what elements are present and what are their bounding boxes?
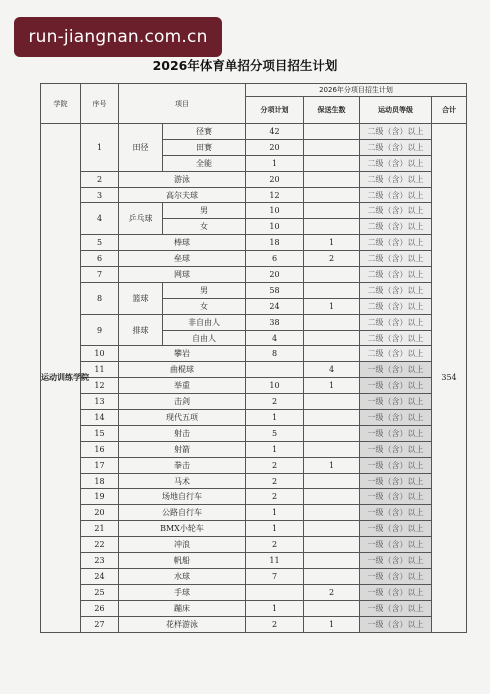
seq-cell: 5 — [81, 235, 119, 251]
sub-event-cell: 全能 — [163, 155, 246, 171]
table-row — [41, 568, 467, 584]
quota-cell: 2 — [246, 616, 304, 632]
table-row — [41, 441, 467, 457]
quota-cell: 2 — [246, 537, 304, 553]
seq-cell: 19 — [81, 489, 119, 505]
seq-cell: 1 — [81, 124, 119, 172]
guarantee-cell — [304, 314, 360, 330]
level-cell: 二级（含）以上 — [360, 314, 432, 330]
seq-cell: 25 — [81, 584, 119, 600]
seq-cell: 27 — [81, 616, 119, 632]
sport-cell: 帆船 — [119, 553, 246, 569]
seq-cell: 24 — [81, 568, 119, 584]
guarantee-cell — [304, 410, 360, 426]
department-cell: 运动训练学院 — [41, 124, 81, 633]
guarantee-cell — [304, 203, 360, 219]
header-level: 运动员等级 — [360, 97, 432, 124]
quota-cell: 38 — [246, 314, 304, 330]
seq-cell: 8 — [81, 282, 119, 314]
table-row — [41, 616, 467, 632]
header-seq: 序号 — [81, 84, 119, 124]
guarantee-cell: 1 — [304, 616, 360, 632]
quota-cell: 20 — [246, 171, 304, 187]
sport-cell: 射箭 — [119, 441, 246, 457]
quota-cell: 8 — [246, 346, 304, 362]
quota-cell: 10 — [246, 378, 304, 394]
sport-cell: 攀岩 — [119, 346, 246, 362]
sport-cell: 公路自行车 — [119, 505, 246, 521]
level-cell: 一级（含）以上 — [360, 410, 432, 426]
seq-cell: 17 — [81, 457, 119, 473]
quota-cell: 7 — [246, 568, 304, 584]
table-row — [41, 521, 467, 537]
level-cell: 一级（含）以上 — [360, 568, 432, 584]
level-cell: 二级（含）以上 — [360, 187, 432, 203]
table-row — [41, 394, 467, 410]
sub-event-cell: 女 — [163, 298, 246, 314]
quota-cell: 1 — [246, 600, 304, 616]
level-cell: 一级（含）以上 — [360, 537, 432, 553]
guarantee-cell — [304, 394, 360, 410]
quota-cell — [246, 584, 304, 600]
table-row — [41, 410, 467, 426]
sport-cell: 田径 — [119, 124, 163, 172]
quota-cell: 5 — [246, 425, 304, 441]
guarantee-cell — [304, 187, 360, 203]
quota-cell: 2 — [246, 473, 304, 489]
table-row — [41, 537, 467, 553]
level-cell: 一级（含）以上 — [360, 473, 432, 489]
table-row — [41, 378, 467, 394]
sub-event-cell: 男 — [163, 203, 246, 219]
level-cell: 一级（含）以上 — [360, 457, 432, 473]
level-cell: 二级（含）以上 — [360, 298, 432, 314]
level-cell: 二级（含）以上 — [360, 124, 432, 140]
level-cell: 一级（含）以上 — [360, 616, 432, 632]
sport-cell: 曲棍球 — [119, 362, 246, 378]
guarantee-cell: 4 — [304, 362, 360, 378]
header-total: 合计 — [432, 97, 467, 124]
level-cell: 二级（含）以上 — [360, 330, 432, 346]
level-cell: 二级（含）以上 — [360, 155, 432, 171]
table-row — [41, 314, 467, 330]
quota-cell: 24 — [246, 298, 304, 314]
guarantee-cell: 1 — [304, 378, 360, 394]
seq-cell: 6 — [81, 251, 119, 267]
sport-cell: 排球 — [119, 314, 163, 346]
table-row — [41, 346, 467, 362]
guarantee-cell — [304, 155, 360, 171]
enrollment-plan-table — [40, 83, 467, 633]
quota-cell: 2 — [246, 394, 304, 410]
sub-event-cell: 男 — [163, 282, 246, 298]
sport-cell: 游泳 — [119, 171, 246, 187]
guarantee-cell — [304, 267, 360, 283]
level-cell: 一级（含）以上 — [360, 362, 432, 378]
quota-cell: 1 — [246, 441, 304, 457]
sport-cell: 花样游泳 — [119, 616, 246, 632]
table-row — [41, 362, 467, 378]
guarantee-cell — [304, 330, 360, 346]
quota-cell: 1 — [246, 155, 304, 171]
quota-cell: 12 — [246, 187, 304, 203]
table-row — [41, 473, 467, 489]
guarantee-cell — [304, 139, 360, 155]
sub-event-cell: 女 — [163, 219, 246, 235]
level-cell: 二级（含）以上 — [360, 282, 432, 298]
sub-event-cell: 非自由人 — [163, 314, 246, 330]
table-row — [41, 489, 467, 505]
quota-cell: 1 — [246, 505, 304, 521]
guarantee-cell — [304, 124, 360, 140]
quota-cell: 1 — [246, 410, 304, 426]
guarantee-cell — [304, 568, 360, 584]
table-row — [41, 124, 467, 140]
table-row — [41, 187, 467, 203]
sub-event-cell: 田赛 — [163, 139, 246, 155]
sport-cell: 垒球 — [119, 251, 246, 267]
seq-cell: 26 — [81, 600, 119, 616]
sub-event-cell: 径赛 — [163, 124, 246, 140]
quota-cell: 10 — [246, 219, 304, 235]
guarantee-cell — [304, 521, 360, 537]
table-row — [41, 425, 467, 441]
seq-cell: 18 — [81, 473, 119, 489]
quota-cell: 11 — [246, 553, 304, 569]
guarantee-cell — [304, 171, 360, 187]
guarantee-cell: 1 — [304, 235, 360, 251]
level-cell: 一级（含）以上 — [360, 489, 432, 505]
sub-event-cell: 自由人 — [163, 330, 246, 346]
seq-cell: 15 — [81, 425, 119, 441]
sport-cell: 篮球 — [119, 282, 163, 314]
quota-cell: 10 — [246, 203, 304, 219]
header-project: 项目 — [119, 84, 246, 124]
seq-cell: 23 — [81, 553, 119, 569]
header-guarantee: 保送生数 — [304, 97, 360, 124]
quota-cell: 20 — [246, 139, 304, 155]
table-row — [41, 457, 467, 473]
level-cell: 一级（含）以上 — [360, 584, 432, 600]
level-cell: 一级（含）以上 — [360, 553, 432, 569]
header-college: 学院 — [41, 84, 81, 124]
level-cell: 一级（含）以上 — [360, 394, 432, 410]
seq-cell: 9 — [81, 314, 119, 346]
seq-cell: 12 — [81, 378, 119, 394]
guarantee-cell — [304, 553, 360, 569]
table-row — [41, 203, 467, 219]
sport-cell: 射击 — [119, 425, 246, 441]
sport-cell: 马术 — [119, 473, 246, 489]
level-cell: 二级（含）以上 — [360, 139, 432, 155]
level-cell: 一级（含）以上 — [360, 425, 432, 441]
guarantee-cell: 2 — [304, 584, 360, 600]
level-cell: 二级（含）以上 — [360, 267, 432, 283]
header-plan-group: 2026年分项目招生计划 — [246, 84, 467, 97]
guarantee-cell — [304, 441, 360, 457]
level-cell: 一级（含）以上 — [360, 521, 432, 537]
seq-cell: 21 — [81, 521, 119, 537]
total-cell: 354 — [432, 124, 467, 633]
seq-cell: 4 — [81, 203, 119, 235]
sport-cell: 棒球 — [119, 235, 246, 251]
header-quota: 分项计划 — [246, 97, 304, 124]
quota-cell: 1 — [246, 521, 304, 537]
guarantee-cell: 1 — [304, 298, 360, 314]
table-row — [41, 505, 467, 521]
guarantee-cell — [304, 473, 360, 489]
level-cell: 二级（含）以上 — [360, 251, 432, 267]
sport-cell: 举重 — [119, 378, 246, 394]
quota-cell: 2 — [246, 457, 304, 473]
level-cell: 二级（含）以上 — [360, 203, 432, 219]
document-title: 2026年体育单招分项目招生计划 — [152, 58, 338, 73]
level-cell: 二级（含）以上 — [360, 171, 432, 187]
seq-cell: 11 — [81, 362, 119, 378]
guarantee-cell — [304, 282, 360, 298]
seq-cell: 20 — [81, 505, 119, 521]
seq-cell: 2 — [81, 171, 119, 187]
table-row — [41, 553, 467, 569]
sport-cell: 蹦床 — [119, 600, 246, 616]
guarantee-cell — [304, 505, 360, 521]
seq-cell: 13 — [81, 394, 119, 410]
seq-cell: 16 — [81, 441, 119, 457]
table-row — [41, 235, 467, 251]
level-cell: 二级（含）以上 — [360, 219, 432, 235]
guarantee-cell — [304, 489, 360, 505]
seq-cell: 3 — [81, 187, 119, 203]
sport-cell: 现代五项 — [119, 410, 246, 426]
quota-cell — [246, 362, 304, 378]
quota-cell: 4 — [246, 330, 304, 346]
sport-cell: 冲浪 — [119, 537, 246, 553]
guarantee-cell — [304, 537, 360, 553]
seq-cell: 22 — [81, 537, 119, 553]
table-row — [41, 251, 467, 267]
quota-cell: 2 — [246, 489, 304, 505]
seq-cell: 7 — [81, 267, 119, 283]
guarantee-cell — [304, 425, 360, 441]
sport-cell: 场地自行车 — [119, 489, 246, 505]
guarantee-cell — [304, 219, 360, 235]
quota-cell: 18 — [246, 235, 304, 251]
level-cell: 一级（含）以上 — [360, 505, 432, 521]
sport-cell: 乒乓球 — [119, 203, 163, 235]
sport-cell: 击剑 — [119, 394, 246, 410]
table-row — [41, 282, 467, 298]
table-row — [41, 171, 467, 187]
guarantee-cell: 2 — [304, 251, 360, 267]
quota-cell: 6 — [246, 251, 304, 267]
sport-cell: BMX小轮车 — [119, 521, 246, 537]
sport-cell: 手球 — [119, 584, 246, 600]
level-cell: 一级（含）以上 — [360, 378, 432, 394]
guarantee-cell: 1 — [304, 457, 360, 473]
plan-table-body — [41, 124, 467, 633]
table-row — [41, 267, 467, 283]
quota-cell: 58 — [246, 282, 304, 298]
guarantee-cell — [304, 600, 360, 616]
seq-cell: 10 — [81, 346, 119, 362]
level-cell: 一级（含）以上 — [360, 441, 432, 457]
table-row — [41, 600, 467, 616]
sport-cell: 网球 — [119, 267, 246, 283]
quota-cell: 20 — [246, 267, 304, 283]
seq-cell: 14 — [81, 410, 119, 426]
site-watermark: run-jiangnan.com.cn — [14, 17, 222, 57]
quota-cell: 42 — [246, 124, 304, 140]
table-row — [41, 584, 467, 600]
level-cell: 二级（含）以上 — [360, 235, 432, 251]
sport-cell: 拳击 — [119, 457, 246, 473]
sport-cell: 水球 — [119, 568, 246, 584]
level-cell: 一级（含）以上 — [360, 600, 432, 616]
sport-cell: 高尔夫球 — [119, 187, 246, 203]
guarantee-cell — [304, 346, 360, 362]
level-cell: 二级（含）以上 — [360, 346, 432, 362]
